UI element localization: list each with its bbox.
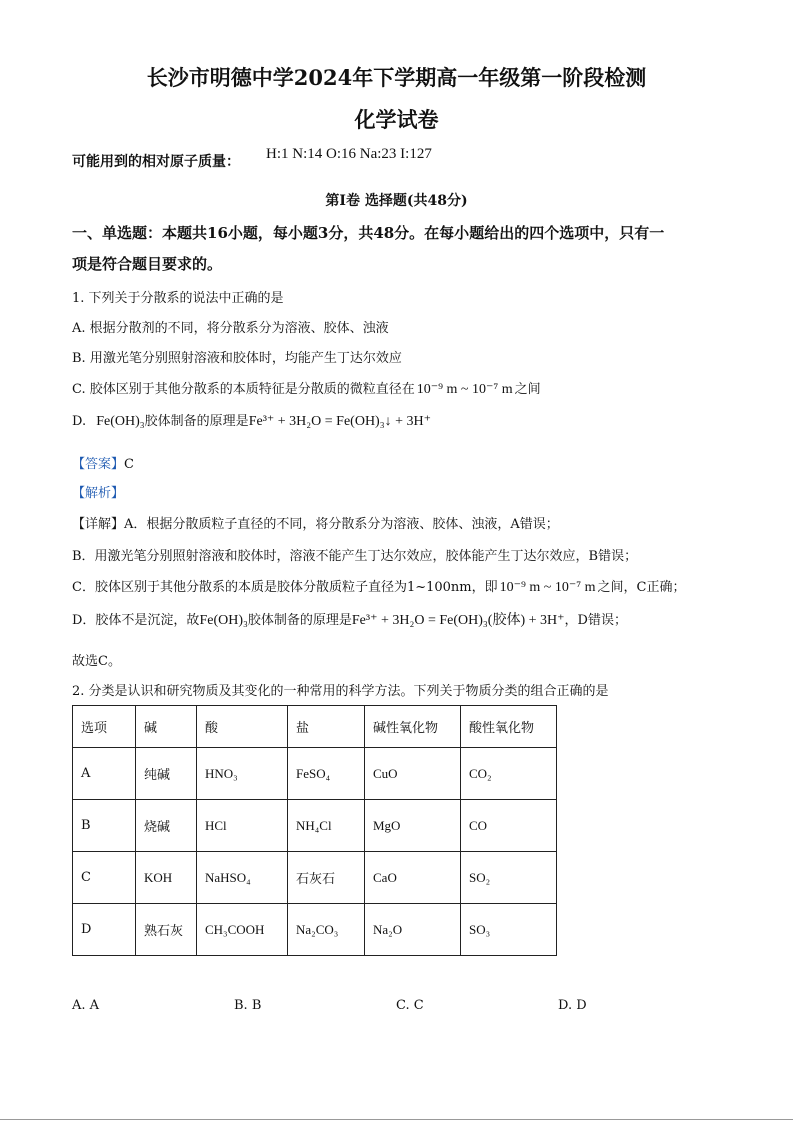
detail-a-text: A．根据分散质粒子直径的不同，将分散系分为溶液、胶体、浊液，A错误； (124, 517, 559, 532)
q1-option-b: B. 用激光笔分别照射溶液和胶体时，均能产生丁达尔效应 (72, 351, 402, 366)
table-cell: CH₃COOH (197, 904, 288, 956)
table-cell: HCl (197, 800, 288, 852)
table-cell: Na₂O (365, 904, 461, 956)
table-row (73, 748, 557, 800)
detail-d-suffix: ，D错误； (564, 613, 627, 628)
q1-option-c-range: 10⁻⁹ m ~ 10⁻⁷ m (416, 382, 513, 397)
answer-tag: 【答案】 (72, 457, 125, 472)
q1-option-d (72, 410, 431, 430)
table-cell: HNO₃ (197, 748, 288, 800)
q1-answer (72, 453, 134, 472)
table-cell: CO₂ (461, 748, 557, 800)
q2-option-c: C. C (396, 998, 424, 1013)
q1-option-d-letter: D. (72, 414, 87, 429)
conclusion: 故选C。 (72, 654, 121, 669)
detail-d-equation: Fe³⁺ + 3H₂O = Fe(OH)₃(胶体) + 3H⁺ (351, 613, 565, 628)
table-cell: Na₂CO₃ (288, 904, 365, 956)
q1-option-d-equation: Fe³⁺ + 3H₂O = Fe(OH)₃↓ + 3H⁺ (248, 414, 431, 429)
table-header-cell: 碱 (136, 706, 197, 748)
table-cell: 烧碱 (136, 800, 197, 852)
page-bottom-divider (0, 1119, 793, 1120)
q1-option-d-text: 胶体制备的原理是 (144, 414, 249, 429)
analysis-tag: 【解析】 (72, 486, 125, 501)
table-cell: CaO (365, 852, 461, 904)
table-cell: 纯碱 (136, 748, 197, 800)
q1-option-c-suffix: 之间 (514, 382, 541, 397)
table-cell: MgO (365, 800, 461, 852)
detail-d-text: D．胶体不是沉淀，故 (72, 613, 200, 628)
table-cell: D (73, 904, 136, 956)
q1-option-d-colloid: Fe(OH)₃ (96, 414, 145, 429)
table-header-cell: 碱性氧化物 (365, 706, 461, 748)
detail-d-colloid: Fe(OH)₃ (199, 613, 248, 628)
table-cell: A (73, 748, 136, 800)
atomic-mass-label: 可能用到的相对原子质量： (72, 154, 240, 170)
table-header-cell: 酸性氧化物 (461, 706, 557, 748)
detail-c-range: 10⁻⁹ m ~ 10⁻⁷ m (499, 580, 596, 595)
detail-tag: 【详解】 (72, 517, 125, 532)
table-cell: 石灰石 (288, 852, 365, 904)
detail-d-mid: 胶体制备的原理是 (247, 613, 352, 628)
detail-c-text: C．胶体区别于其他分散系的本质是胶体分散质粒子直径为1~100nm，即 (72, 580, 498, 595)
table-cell: NH₄Cl (288, 800, 365, 852)
instruction-line-2: 项是符合题目要求的。 (72, 255, 223, 273)
q2-option-d: D. D (558, 998, 587, 1013)
table-cell: B (73, 800, 136, 852)
section-heading: 第Ⅰ卷 选择题(共48分) (325, 193, 468, 209)
q1-stem: 1. 下列关于分散系的说法中正确的是 (72, 291, 284, 306)
q1-option-c (72, 378, 541, 398)
detail-c (72, 576, 685, 596)
atomic-mass-values: H:1 N:14 O:16 Na:23 I:127 (266, 146, 432, 162)
table-header-cell: 酸 (197, 706, 288, 748)
detail-c-suffix: 之间，C正确； (597, 580, 686, 595)
instruction-line-1: 一、单选题：本题共16小题，每小题3分，共48分。在每小题给出的四个选项中，只有一 (72, 224, 665, 242)
classification-table (72, 705, 557, 956)
table-cell: NaHSO₄ (197, 852, 288, 904)
q2-stem: 2. 分类是认识和研究物质及其变化的一种常用的科学方法。下列关于物质分类的组合正确的是 (72, 684, 609, 699)
q1-option-a: A. 根据分散剂的不同，将分散系分为溶液、胶体、浊液 (72, 321, 389, 336)
detail-d (72, 609, 627, 629)
table-cell: CuO (365, 748, 461, 800)
table-header-cell: 盐 (288, 706, 365, 748)
q2-option-a: A. A (72, 998, 100, 1013)
table-cell: 熟石灰 (136, 904, 197, 956)
table-cell: FeSO₄ (288, 748, 365, 800)
answer-value: C (124, 457, 134, 472)
detail-a (72, 513, 559, 532)
q1-option-c-text: C. 胶体区别于其他分散系的本质特征是分散质的微粒直径在 (72, 382, 415, 397)
table-header-cell: 选项 (73, 706, 136, 748)
table-cell: SO₂ (461, 852, 557, 904)
table-header-row (73, 706, 557, 748)
table-cell: C (73, 852, 136, 904)
table-cell: KOH (136, 852, 197, 904)
table-row (73, 852, 557, 904)
exam-title: 长沙市明德中学2024年下学期高一年级第一阶段检测 (146, 65, 647, 90)
table-cell: CO (461, 800, 557, 852)
q2-option-b: B. B (234, 998, 262, 1013)
detail-b: B．用激光笔分别照射溶液和胶体时，溶液不能产生丁达尔效应，胶体能产生丁达尔效应，B错误； (72, 549, 638, 564)
table-row (73, 800, 557, 852)
exam-subtitle: 化学试卷 (354, 107, 439, 132)
table-cell: SO₃ (461, 904, 557, 956)
table-row (73, 904, 557, 956)
